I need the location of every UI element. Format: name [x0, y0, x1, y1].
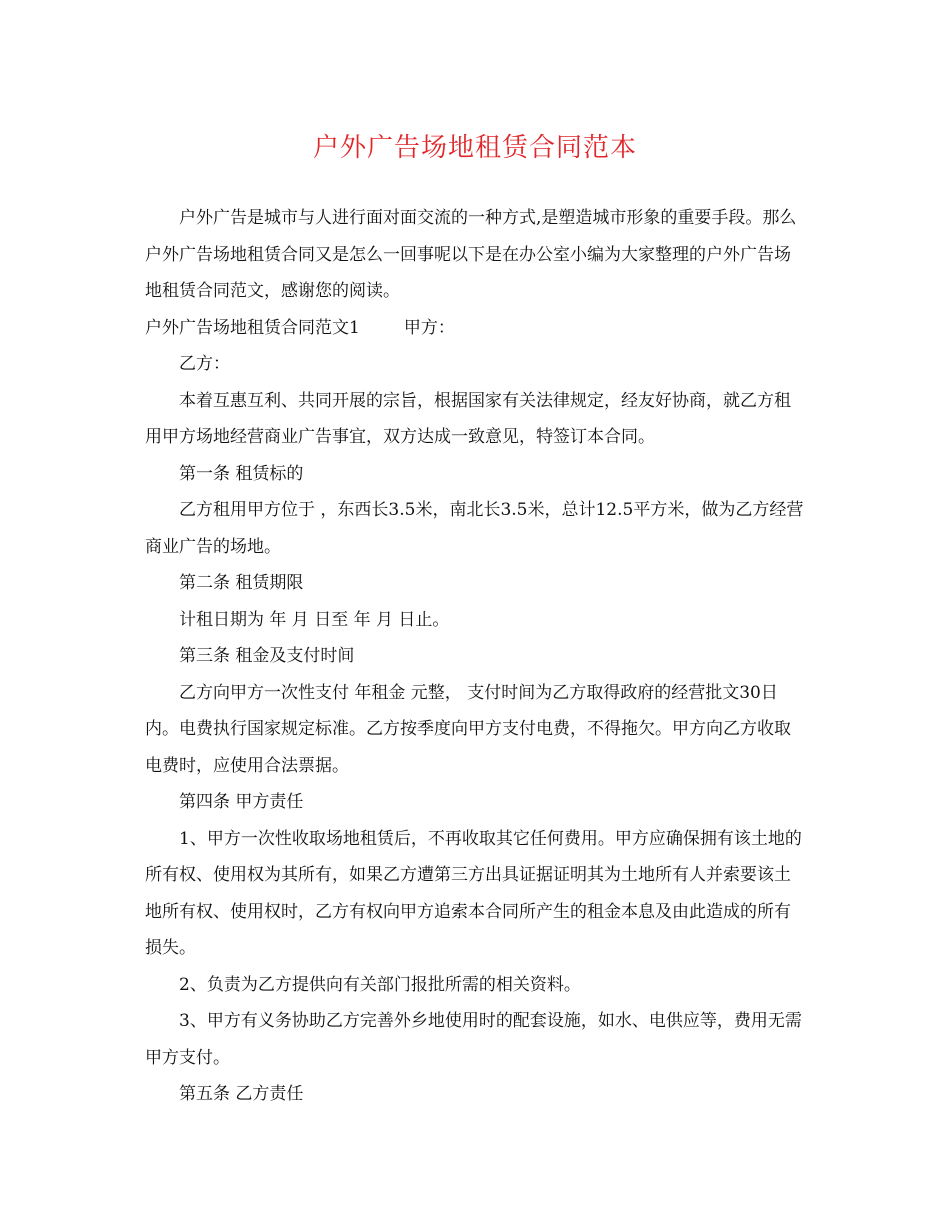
- article5-title: 第五条 乙方责任: [179, 1084, 304, 1104]
- party-b-label: 乙方：: [179, 354, 230, 374]
- sample-heading: 户外广告场地租赁合同范文1: [145, 317, 360, 338]
- article2-text: 计租日期为 年 月 日至 年 月 日止。: [179, 609, 450, 630]
- preamble-paragraph: 本着互惠互利、共同开展的宗旨，根据国家有关法律规定，经友好协商，就乙方租用甲方场地经营商业广告事宜，双方达成一致意见，特签订本合同。: [145, 390, 791, 447]
- party-a-label: 甲方：: [403, 317, 455, 338]
- article4-item3: 3、甲方有义务协助乙方完善外乡地使用时的配套设施，如水、电供应等，费用无需甲方支付。: [145, 1011, 802, 1068]
- article1-text: 乙方租用甲方位于 ，东西长3.5米，南北长3.5米，总计12.5平方米，做为乙方经营商业广告的场地。: [145, 500, 804, 557]
- intro-paragraph: 户外广告是城市与人进行面对面交流的一种方式,是塑造城市形象的重要手段。那么户外广告场地租赁合同又是怎么一回事呢以下是在办公室小编为大家整理的户外广告场地租赁合同范文，感谢您的阅读。: [145, 208, 797, 301]
- article4-title: 第四条 甲方责任: [179, 792, 304, 812]
- document-body: [145, 200, 805, 1113]
- article3-title: 第三条 租金及支付时间: [179, 646, 355, 666]
- article1-title: 第一条 租赁标的: [179, 463, 304, 484]
- document-title: 户外广告场地租赁合同范本: [312, 133, 637, 163]
- sample-heading-line: [145, 310, 805, 347]
- article4-item1: 1、甲方一次性收取场地租赁后，不再收取其它任何费用。甲方应确保拥有该土地的所有权、使用权为其所有，如果乙方遭第三方出具证据证明其为土地所有人并索要该土地所有权、使用权时，乙方有权向甲方追索本合同所产生的租金本息及由此造成的所有损失。: [145, 828, 802, 958]
- article3-text: 乙方向甲方一次性支付 年租金 元整， 支付时间为乙方取得政府的经营批文30日内。电费执行国家规定标准。乙方按季度向甲方支付电费，不得拖欠。甲方向乙方收取电费时，应使用合法票据。: [145, 682, 791, 776]
- article4-item2: 2、负责为乙方提供向有关部门报批所需的相关资料。: [179, 974, 581, 995]
- article2-title: 第二条 租赁期限: [179, 573, 304, 593]
